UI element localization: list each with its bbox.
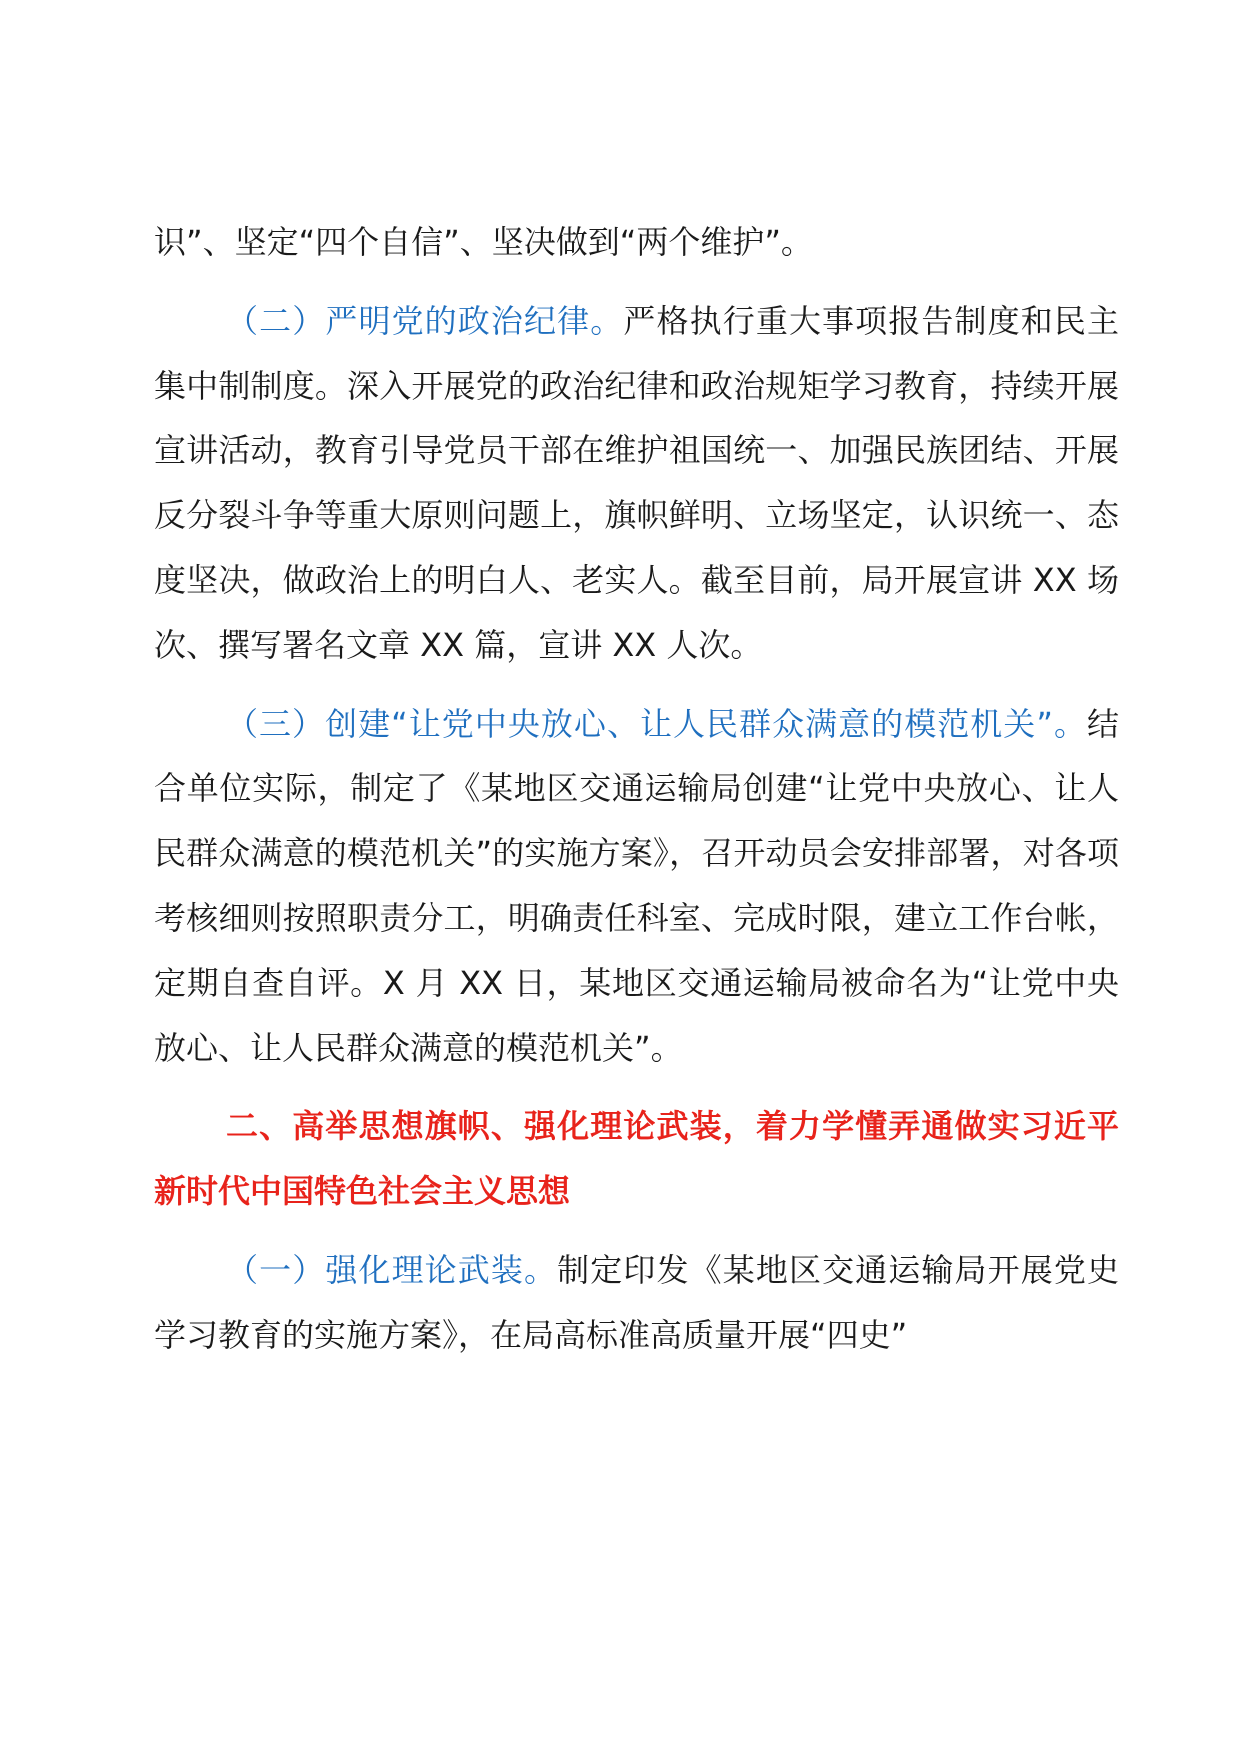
subsection-heading: （三）创建“让党中央放心、让人民群众满意的模范机关”。 bbox=[226, 704, 1087, 743]
paragraph-text: 识”、坚定“四个自信”、坚决做到“两个维护”。 bbox=[154, 223, 813, 261]
paragraph-political-discipline bbox=[154, 289, 1119, 678]
paragraph-model-organ bbox=[154, 692, 1119, 1081]
paragraph-theory-armament bbox=[154, 1238, 1119, 1368]
paragraph-text: 结合单位实际，制定了《某地区交通运输局创建“让党中央放心、让人民群众满意的模范机关”的实施方案》，召开动员会安排部署，对各项考核细则按照职责分工，明确责任科室、完成时限，建立工作台帐，定期自查自评。X 月 XX 日，某地区交通运输局被命名为“让党中央放心、让人民群众满意的模范机关”。 bbox=[154, 704, 1119, 1067]
subsection-heading: （二）严明党的政治纪律。 bbox=[226, 301, 624, 340]
subsection-heading: （一）强化理论武装。 bbox=[226, 1250, 558, 1289]
paragraph-continuation bbox=[154, 210, 1119, 275]
section-heading: 二、高举思想旗帜、强化理论武装，着力学懂弄通做实习近平新时代中国特色社会主义思想 bbox=[154, 1107, 1119, 1211]
paragraph-text: 严格执行重大事项报告制度和民主集中制制度。深入开展党的政治纪律和政治规矩学习教育，持续开展宣讲活动，教育引导党员干部在维护祖国统一、加强民族团结、开展反分裂斗争等重大原则问题上，旗帜鲜明、立场坚定，认识统一、态度坚决，做政治上的明白人、老实人。截至目前，局开展宣讲 XX 场次、撰写署名文章 XX 篇，宣讲 XX 人次。 bbox=[154, 301, 1119, 664]
section-heading-2 bbox=[154, 1094, 1119, 1224]
paragraph-text: 制定印发《某地区交通运输局开展党史学习教育的实施方案》，在局高标准高质量开展“四史” bbox=[154, 1250, 1119, 1354]
document-page bbox=[154, 210, 1119, 1382]
